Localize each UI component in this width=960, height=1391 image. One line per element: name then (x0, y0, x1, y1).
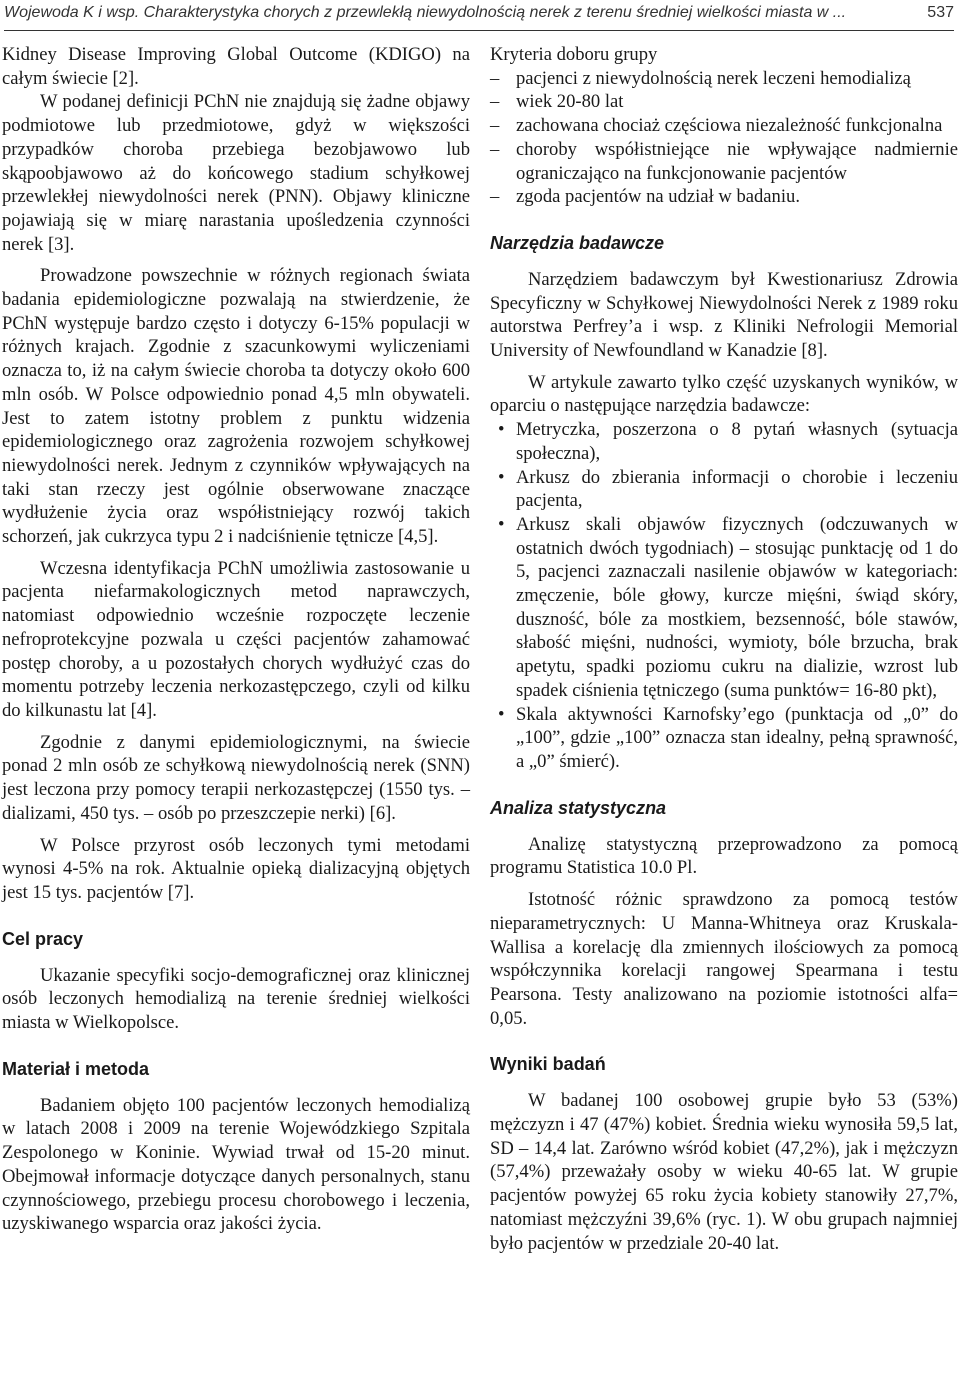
running-title: Wojewoda K i wsp. Charakterystyka chorych z przewlekłą niewydolnością nerek z terenu średniej wielkości miasta w ... (4, 4, 847, 21)
list-item: – zgoda pacjentów na udział w badaniu. (516, 185, 958, 209)
paragraph-questionnaire: Narzędziem badawczym był Kwestionariusz Zdrowia Specyficzny w Schyłkowej Niewydolności Nerek z 1989 roku autorstwa Perfrey’a i wsp. z Kliniki Nefrologii Memorial University of Newfoundland w Kanadzie [8]. (490, 268, 958, 362)
page-number: 537 (927, 4, 954, 21)
paragraph-material: Badaniem objęto 100 pacjentów leczonych hemodializą w latach 2008 i 2009 na terenie Wojewódzkiego Szpitala Zespolonego w Koninie. Wywiad trwał od 15-20 minut. Obejmował informacje dotyczące danych personalnych, stanu czynnościowego, przebiegu procesu chorobowego i leczenia, uzyskiwanego wsparcia oraz jakości życia. (2, 1094, 470, 1235)
criteria-title: Kryteria doboru grupy (490, 44, 658, 65)
list-item: • Metryczka, poszerzona o 8 pytań własnych (sytuacja społeczna), (516, 418, 958, 465)
list-item: – zachowana chociaż częściowa niezależność funkcjonalna (516, 114, 958, 138)
heading-material-method: Materiał i metoda (2, 1058, 150, 1079)
list-item: • Arkusz skali objawów fizycznych (odczuwanych w ostatnich dwóch tygodniach) – stosując punktację od 1 do 5, pacjenci zaznaczali nasilenie objawów w kategoriach: zmęczenie, bóle głowy, kurcze mięśni, świąd skóry, duszność, bóle za mostkiem, bezsenność, bóle stawów, słabość mięśni, nudności, wymioty, bóle brzucha, brak apetytu, spadki poziomu cukru na dializie, wzrost lub spadek ciśnienia tętniczego (suma punktów= 16-80 pkt), (516, 513, 958, 703)
list-item: • Skala aktywności Karnofsky’ego (punktacja od „0” do „100”, gdzie „100” oznacza stan idealny, pełną sprawność, a „0” śmierć). (516, 703, 958, 774)
list-item: • Arkusz do zbierania informacji o chorobie i leczeniu pacjenta, (516, 466, 958, 513)
list-item: – pacjenci z niewydolnością nerek leczeni hemodializą (516, 67, 958, 91)
paragraph-definition: W podanej definicji PChN nie znajdują się żadne objawy podmiotowe lub przedmiotowe, gdyż w większości przypadków choroba przebiega bezobjawowo lub skąpoobjawowo aż do końcowego stadium schyłkowej przewlekłej niewydolności nerek (PNN). Objawy kliniczne pojawiają się w miarę narastania upośledzenia czynności nerek [3]. (2, 91, 470, 255)
paragraph-poland-growth: W Polsce przyrost osób leczonych tymi metodami wynosi 4-5% na rok. Aktualnie opieką dializacyjną objętych jest 15 tys. pacjentów [7]. (2, 834, 470, 903)
paragraph-epidemiology: Prowadzone powszechnie w różnych regionach świata badania epidemiologiczne pozwalają na stwierdzenie, że PChN występuje bardzo często i dotyczy 6-15% populacji w różnych krajach. Zgodnie z szacunkowymi wyliczeniami oznacza to, iż na całym świecie choroba ta dotyczy około 600 mln osób. W Polsce odpowiednio ponad 4,5 mln obywateli. Jest to zatem istotny problem z punktu widzenia epidemiologicznego oraz zagrożenia rozwojem schyłkowej niewydolności nerek. Jednym z czynników wpływających na taki stan rzeczy jest ogólnie obserwowane znaczące wydłużenie życia oraz współistniejący rozwój takich schorzeń, jak cukrzyca typu 2 i nadciśnienie tętnicze [4,5]. (2, 265, 470, 548)
paragraph-aim: Ukazanie specyfiki socjo-demograficznej oraz klinicznej osób leczonych hemodializą na terenie średniej wielkości miasta w Wielkopolsce. (2, 964, 470, 1034)
left-column (2, 43, 470, 1236)
paragraph-rrt-worldwide: Zgodnie z danymi epidemiologicznymi, na świecie ponad 2 mln osób ze schyłkową niewydolnością nerek (SNN) jest leczona przy pomocy terapii nerkozastępczej (1550 tys. – dializami, 450 tys. – osób po przeszczepie nerki) [6]. (2, 731, 470, 824)
heading-statistics: Analiza statystyczna (490, 797, 667, 818)
heading-aim: Cel pracy (2, 928, 84, 949)
right-column (490, 43, 958, 1255)
heading-tools: Narzędzia badawcze (490, 232, 665, 253)
paragraph-statistica: Analizę statystyczną przeprowadzono za pomocą programu Statistica 10.0 Pl. (490, 833, 958, 879)
running-header (4, 0, 954, 31)
paragraph-kdigo: Kidney Disease Improving Global Outcome (KDIGO) na całym świecie [2]. (2, 44, 470, 89)
paragraph-results: W badanej 100 osobowej grupie było 53 (53%) mężczyzn i 47 (47%) kobiet. Średnia wieku wynosiła 59,5 lat, SD – 14,4 lat. Zarówno wśród kobiet (47,2%), jak i mężczyzn (57,4%) przeważały osoby w wieku 40-65 lat. W grupie pacjentów powyżej 65 roku życia kobiety stanowiły 27,7%, natomiast mężczyźni 39,6% (ryc. 1). W obu grupach najmniej było pacjentów w przedziale 20-40 lat. (490, 1090, 958, 1254)
list-item: – wiek 20-80 lat (516, 90, 958, 114)
paragraph-tools-intro: W artykule zawarto tylko część uzyskanych wyników, w oparciu o następujące narzędzia badawcze: (490, 371, 958, 417)
tools-list (490, 418, 958, 774)
criteria-list (490, 67, 958, 209)
paragraph-tests: Istotność różnic sprawdzono za pomocą testów nieparametrycznych: U Manna-Whitneya oraz Kruskala-Wallisa a korelację dla zmiennych ilościowych za pomocą współczynnika korelacji rangowej Spearmana i testu Pearsona. Testy analizowano na poziomie istotności alfa= 0,05. (490, 889, 958, 1029)
heading-results: Wyniki badań (490, 1054, 606, 1075)
list-item: – choroby współistniejące nie wpływające nadmiernie ograniczająco na funkcjonowanie pacjentów (516, 138, 958, 185)
paragraph-early-identification: Wczesna identyfikacja PChN umożliwia zastosowanie u pacjenta niefarmakologicznych metod naprawczych, natomiast odpowiednio wcześnie rozpoczęte leczenie nefroprotekcyjne pozwala u części pacjentów zahamować postęp choroby, a u pozostałych chorych wydłużyć czas do momentu potrzeby leczenia nerkozastępczego, czyli od kilku do kilkunastu lat [4]. (2, 557, 470, 721)
